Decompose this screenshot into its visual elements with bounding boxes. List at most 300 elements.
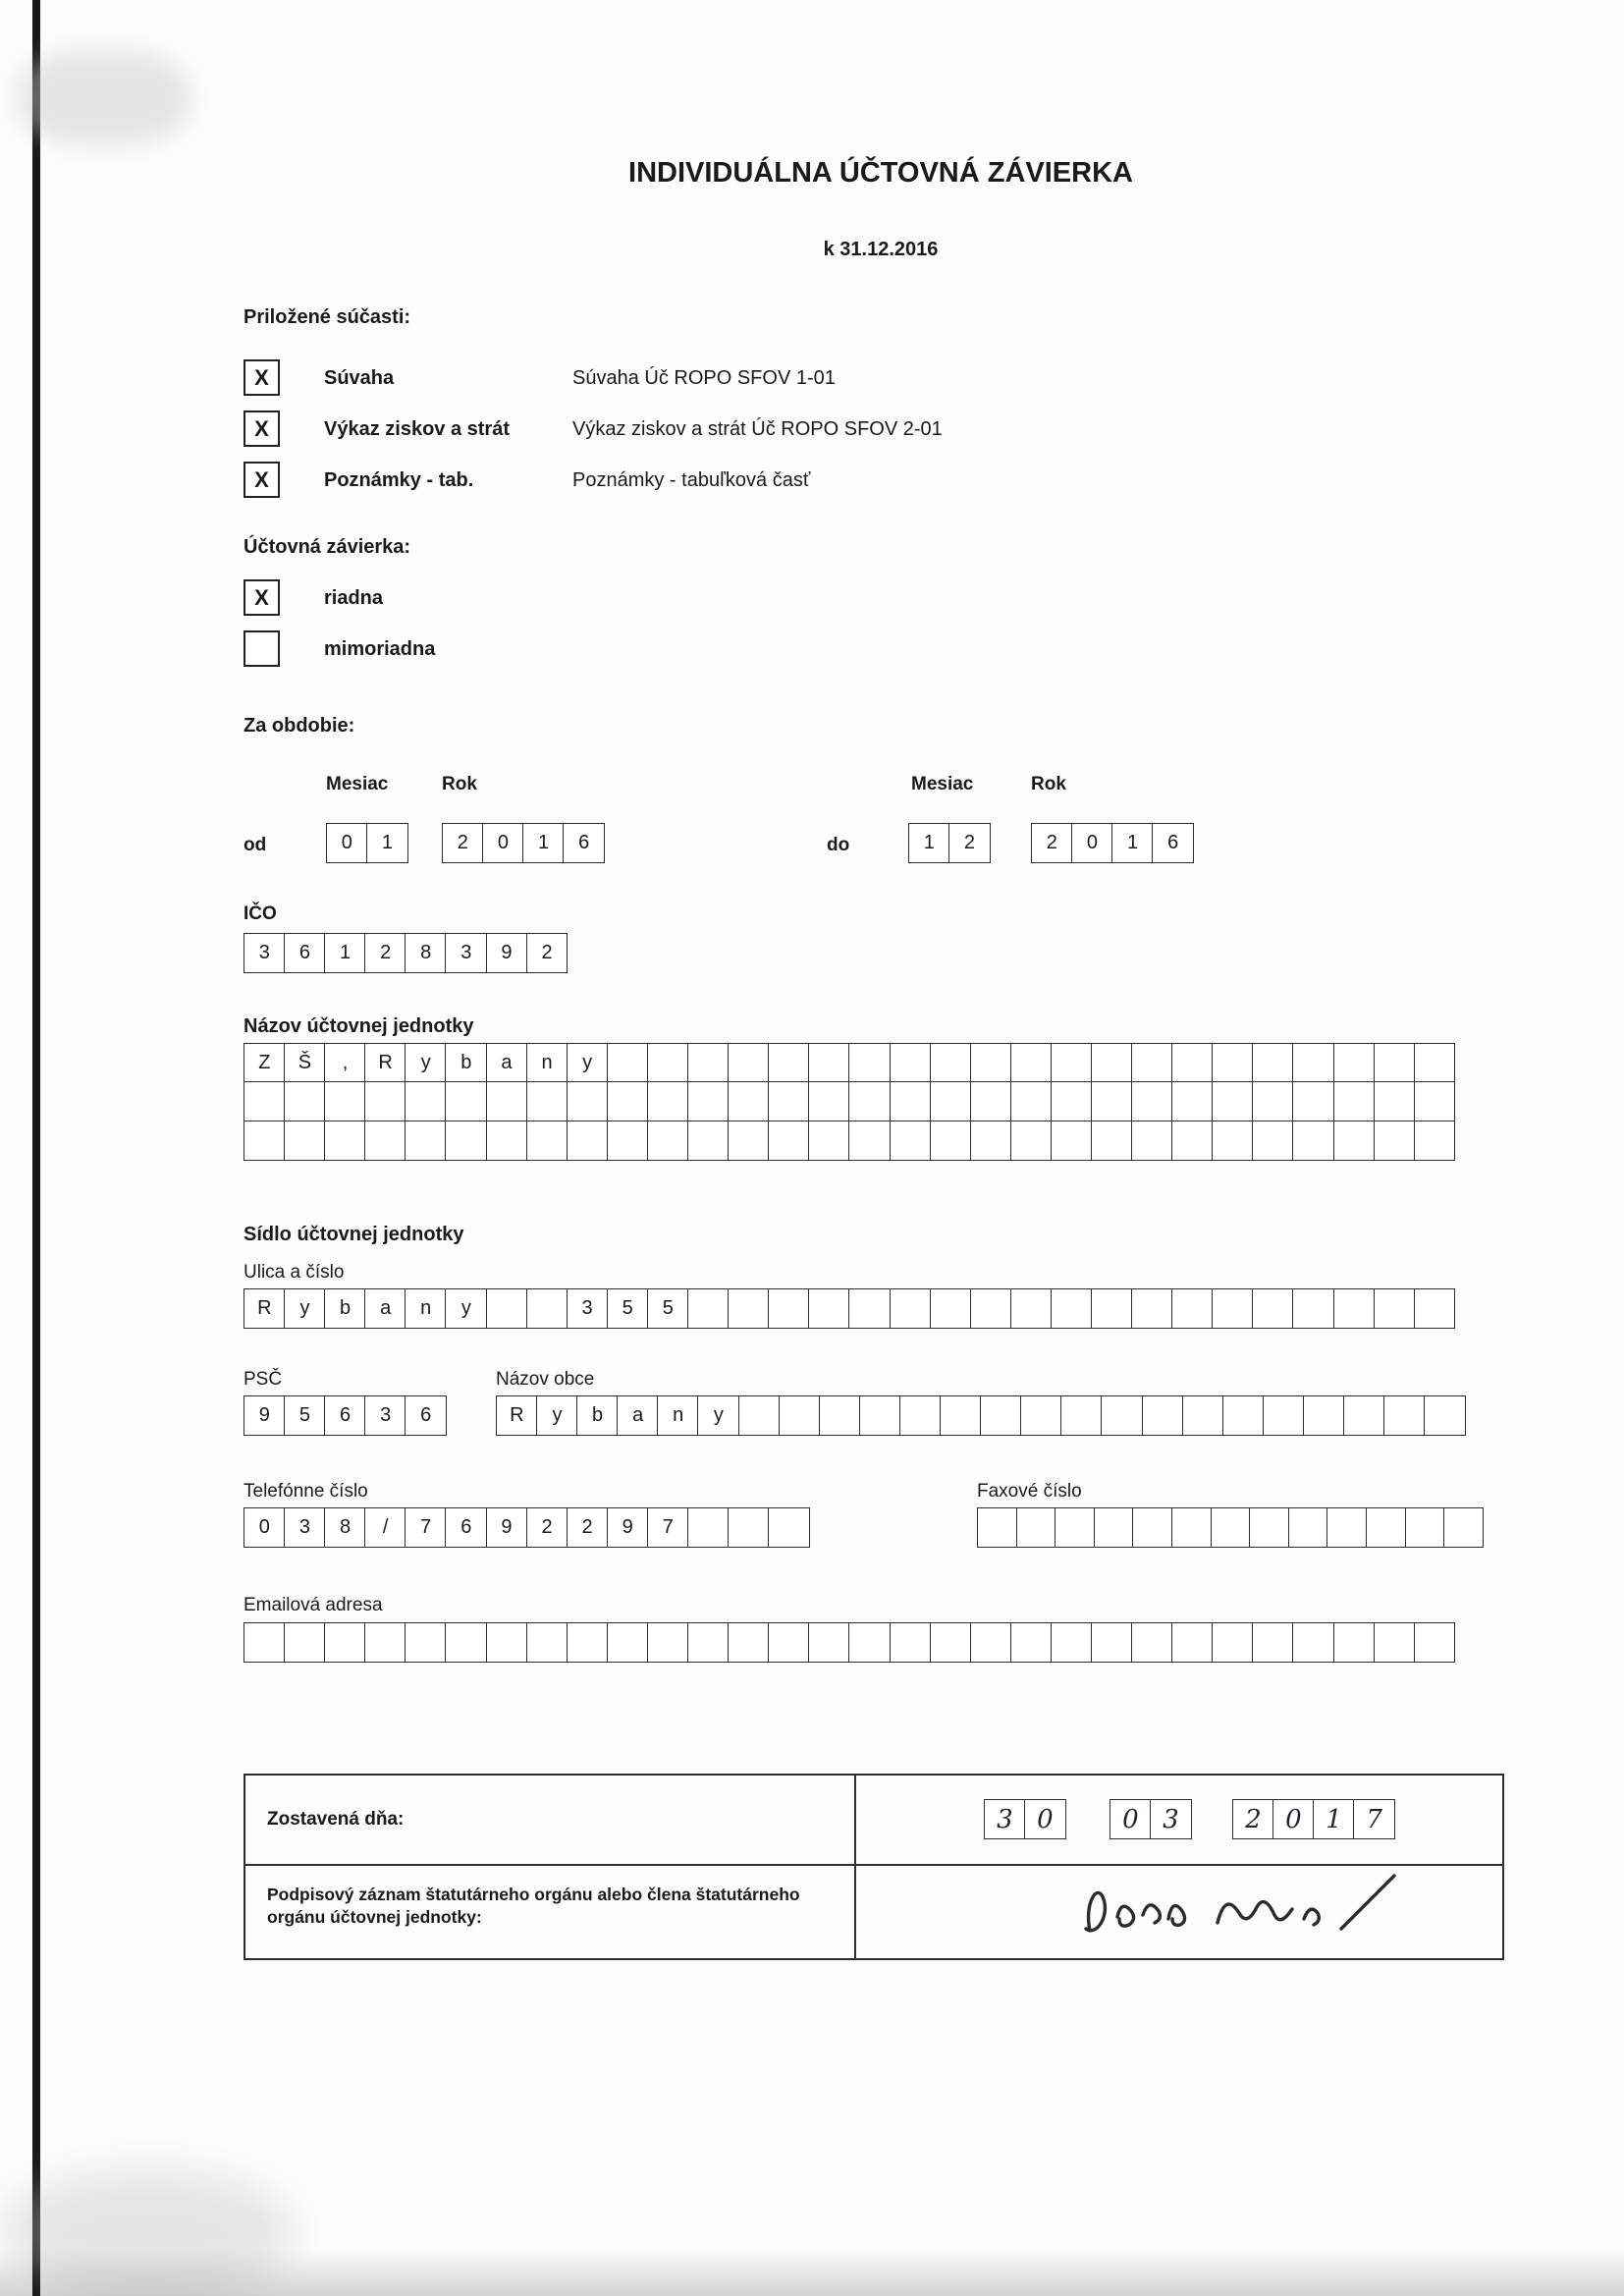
char-cell: 1: [324, 933, 366, 973]
checkbox-mark: X: [254, 415, 269, 441]
char-cell: [980, 1395, 1022, 1436]
street-cells: [244, 1288, 1455, 1329]
char-cell: [728, 1507, 770, 1548]
char-cell: 0: [244, 1507, 286, 1548]
char-cell: [364, 1081, 406, 1121]
footer-table-vertical-divider: [854, 1776, 856, 1958]
entity-name-row-1: [244, 1043, 1455, 1083]
char-cell: [1091, 1288, 1133, 1329]
char-cell: [324, 1081, 366, 1121]
form-title: INDIVIDUÁLNA ÚČTOVNÁ ZÁVIERKA: [628, 157, 1133, 189]
char-cell: [970, 1622, 1012, 1663]
char-cell: [1212, 1622, 1254, 1663]
char-cell: [567, 1081, 609, 1121]
char-cell: [1292, 1081, 1334, 1121]
char-cell: [1131, 1622, 1173, 1663]
char-cell: [284, 1081, 326, 1121]
period-to-year-label: Rok: [1031, 774, 1066, 794]
char-cell: [738, 1395, 781, 1436]
compiled-year-cells: [1232, 1799, 1395, 1839]
char-cell: 0: [482, 823, 524, 863]
char-cell: [324, 1622, 366, 1663]
char-cell: [1263, 1395, 1305, 1436]
char-cell: a: [486, 1043, 528, 1083]
char-cell: [364, 1622, 406, 1663]
char-cell: 2: [1232, 1799, 1274, 1839]
char-cell: [1292, 1622, 1334, 1663]
char-cell: [486, 1081, 528, 1121]
char-cell: 2: [442, 823, 484, 863]
char-cell: [1374, 1043, 1416, 1083]
char-cell: y: [445, 1288, 487, 1329]
char-cell: [1333, 1081, 1376, 1121]
char-cell: [930, 1622, 972, 1663]
psc-cells: [244, 1395, 447, 1436]
char-cell: [1091, 1043, 1133, 1083]
char-cell: [607, 1081, 649, 1121]
char-cell: [647, 1121, 689, 1161]
char-cell: b: [445, 1043, 487, 1083]
char-cell: 2: [948, 823, 991, 863]
phone-label: Telefónne číslo: [244, 1481, 368, 1502]
char-cell: [1091, 1081, 1133, 1121]
signature-scribble: [1070, 1870, 1463, 1953]
char-cell: 1: [908, 823, 950, 863]
char-cell: [1051, 1288, 1093, 1329]
char-cell: [1249, 1507, 1289, 1548]
char-cell: 2: [567, 1507, 609, 1548]
char-cell: [1252, 1288, 1294, 1329]
char-cell: 5: [607, 1288, 649, 1329]
char-cell: [567, 1121, 609, 1161]
char-cell: [859, 1395, 901, 1436]
char-cell: [819, 1395, 861, 1436]
char-cell: [1443, 1507, 1484, 1548]
char-cell: [687, 1081, 730, 1121]
char-cell: 9: [607, 1507, 649, 1548]
char-cell: [1101, 1395, 1143, 1436]
char-cell: [1292, 1288, 1334, 1329]
char-cell: 1: [522, 823, 565, 863]
char-cell: [1051, 1081, 1093, 1121]
char-cell: [1131, 1288, 1173, 1329]
fax-label: Faxové číslo: [977, 1481, 1082, 1502]
char-cell: [445, 1081, 487, 1121]
period-to-month-label: Mesiac: [911, 774, 974, 794]
char-cell: [1010, 1081, 1053, 1121]
char-cell: [808, 1043, 850, 1083]
char-cell: [768, 1507, 810, 1548]
char-cell: [1051, 1043, 1093, 1083]
char-cell: [728, 1043, 770, 1083]
char-cell: [768, 1288, 810, 1329]
char-cell: [405, 1081, 447, 1121]
char-cell: [970, 1043, 1012, 1083]
char-cell: [1060, 1395, 1103, 1436]
char-cell: [405, 1121, 447, 1161]
char-cell: [526, 1288, 568, 1329]
closing-type-row-mimoriadna: [244, 630, 1324, 672]
char-cell: [607, 1622, 649, 1663]
char-cell: [1212, 1043, 1254, 1083]
char-cell: y: [536, 1395, 578, 1436]
char-cell: [1016, 1507, 1056, 1548]
attachment-label: Poznámky - tab.: [324, 469, 474, 491]
ico-label: IČO: [244, 903, 277, 924]
char-cell: [899, 1395, 942, 1436]
char-cell: 6: [324, 1395, 366, 1436]
attachment-label: Súvaha: [324, 367, 395, 389]
checkbox-vykaz: [244, 410, 280, 447]
char-cell: 3: [284, 1507, 326, 1548]
char-cell: 9: [486, 1507, 528, 1548]
char-cell: [364, 1121, 406, 1161]
char-cell: [1171, 1081, 1214, 1121]
phone-cells: [244, 1507, 810, 1548]
char-cell: [848, 1043, 891, 1083]
email-cells: [244, 1622, 1455, 1663]
checkbox-poznamky: [244, 462, 280, 498]
char-cell: a: [364, 1288, 406, 1329]
char-cell: 0: [1071, 823, 1113, 863]
attachment-row-suvaha: [244, 359, 1324, 401]
char-cell: [768, 1622, 810, 1663]
char-cell: [848, 1288, 891, 1329]
char-cell: [940, 1395, 982, 1436]
char-cell: [1051, 1121, 1093, 1161]
char-cell: [1171, 1043, 1214, 1083]
char-cell: 0: [1110, 1799, 1152, 1839]
entity-name-row-2: [244, 1081, 1455, 1121]
char-cell: [1333, 1622, 1376, 1663]
char-cell: 1: [1111, 823, 1154, 863]
fax-cells: [977, 1507, 1484, 1548]
char-cell: 1: [1313, 1799, 1355, 1839]
town-label: Názov obce: [496, 1369, 595, 1390]
char-cell: [808, 1081, 850, 1121]
char-cell: [1212, 1121, 1254, 1161]
signature-label: Podpisový záznam štatutárneho orgánu alebo člena štatutárneho orgánu účtovnej jednotky:: [267, 1885, 800, 1927]
entity-name-heading: Názov účtovnej jednotky: [244, 1015, 474, 1037]
char-cell: [848, 1622, 891, 1663]
char-cell: 8: [324, 1507, 366, 1548]
char-cell: [526, 1121, 568, 1161]
char-cell: [1333, 1043, 1376, 1083]
char-cell: [1131, 1043, 1173, 1083]
checkbox-mark: X: [254, 466, 269, 492]
compiled-month-cells: [1110, 1799, 1192, 1839]
period-from-month-label: Mesiac: [326, 774, 389, 794]
char-cell: 7: [1353, 1799, 1395, 1839]
char-cell: [1252, 1622, 1294, 1663]
char-cell: [647, 1081, 689, 1121]
char-cell: R: [244, 1288, 286, 1329]
psc-label: PSČ: [244, 1369, 283, 1390]
char-cell: [1424, 1395, 1466, 1436]
footer-table: [244, 1774, 1504, 1960]
char-cell: [1212, 1081, 1254, 1121]
attachments-heading: Priložené súčasti:: [244, 306, 411, 328]
char-cell: 3: [567, 1288, 609, 1329]
char-cell: [1288, 1507, 1328, 1548]
char-cell: 6: [563, 823, 605, 863]
char-cell: [1292, 1121, 1334, 1161]
char-cell: [890, 1081, 932, 1121]
char-cell: [1094, 1507, 1134, 1548]
entity-name-row-3: [244, 1121, 1455, 1161]
char-cell: [1405, 1507, 1445, 1548]
char-cell: [808, 1622, 850, 1663]
char-cell: b: [324, 1288, 366, 1329]
char-cell: [1131, 1081, 1173, 1121]
char-cell: [1414, 1288, 1456, 1329]
char-cell: [1222, 1395, 1265, 1436]
form-as-of-date: k 31.12.2016: [823, 239, 939, 260]
char-cell: 2: [1031, 823, 1073, 863]
char-cell: [1383, 1395, 1426, 1436]
char-cell: [1303, 1395, 1345, 1436]
period-from-year-label: Rok: [442, 774, 477, 794]
char-cell: [687, 1622, 730, 1663]
char-cell: [728, 1622, 770, 1663]
char-cell: 7: [405, 1507, 447, 1548]
char-cell: [1343, 1395, 1385, 1436]
char-cell: [1333, 1121, 1376, 1161]
char-cell: [768, 1081, 810, 1121]
char-cell: Z: [244, 1043, 286, 1083]
char-cell: [1171, 1507, 1212, 1548]
char-cell: [284, 1622, 326, 1663]
char-cell: [1010, 1288, 1053, 1329]
period-heading: Za obdobie:: [244, 715, 355, 737]
char-cell: 6: [284, 933, 326, 973]
period-to-year-cells: [1031, 823, 1194, 863]
char-cell: y: [697, 1395, 739, 1436]
char-cell: [1211, 1507, 1251, 1548]
closing-type-label: mimoriadna: [324, 638, 436, 660]
char-cell: [1374, 1288, 1416, 1329]
char-cell: [445, 1622, 487, 1663]
char-cell: [1051, 1622, 1093, 1663]
char-cell: [1414, 1081, 1456, 1121]
footer-table-horizontal-divider: [245, 1864, 1502, 1866]
char-cell: [890, 1622, 932, 1663]
attachment-desc: Poznámky - tabuľková časť: [572, 469, 811, 491]
char-cell: [768, 1121, 810, 1161]
char-cell: 8: [405, 933, 447, 973]
char-cell: [1252, 1081, 1294, 1121]
closing-type-heading: Účtovná závierka:: [244, 536, 411, 558]
char-cell: [1292, 1043, 1334, 1083]
char-cell: a: [617, 1395, 659, 1436]
char-cell: [647, 1622, 689, 1663]
char-cell: [647, 1043, 689, 1083]
period-from-year-cells: [442, 823, 605, 863]
attachment-label: Výkaz ziskov a strát: [324, 418, 510, 440]
attachment-row-poznamky: [244, 462, 1324, 503]
char-cell: 2: [364, 933, 406, 973]
char-cell: [808, 1121, 850, 1161]
char-cell: ,: [324, 1043, 366, 1083]
ico-cells: [244, 933, 568, 973]
char-cell: [1010, 1121, 1053, 1161]
checkbox-riadna: [244, 579, 280, 616]
char-cell: [1252, 1121, 1294, 1161]
scan-edge-artifact: [32, 0, 40, 2296]
char-cell: [848, 1121, 891, 1161]
attachment-desc: Súvaha Úč ROPO SFOV 1-01: [572, 367, 836, 389]
char-cell: [445, 1121, 487, 1161]
char-cell: n: [657, 1395, 699, 1436]
char-cell: Š: [284, 1043, 326, 1083]
char-cell: [244, 1081, 286, 1121]
period-from-month-cells: [326, 823, 408, 863]
attachment-row-vykaz: [244, 410, 1324, 452]
char-cell: [970, 1081, 1012, 1121]
char-cell: [687, 1507, 730, 1548]
char-cell: [728, 1081, 770, 1121]
char-cell: [486, 1121, 528, 1161]
char-cell: [1132, 1507, 1172, 1548]
char-cell: R: [496, 1395, 538, 1436]
char-cell: 2: [526, 933, 568, 973]
char-cell: [324, 1121, 366, 1161]
char-cell: [1171, 1622, 1214, 1663]
checkbox-mimoriadna: [244, 630, 280, 667]
char-cell: [728, 1288, 770, 1329]
char-cell: [486, 1622, 528, 1663]
char-cell: 5: [284, 1395, 326, 1436]
char-cell: [977, 1507, 1017, 1548]
char-cell: [526, 1081, 568, 1121]
char-cell: [848, 1081, 891, 1121]
char-cell: 0: [1272, 1799, 1315, 1839]
char-cell: [1142, 1395, 1184, 1436]
char-cell: [1020, 1395, 1062, 1436]
char-cell: [728, 1121, 770, 1161]
char-cell: 6: [1152, 823, 1194, 863]
char-cell: y: [284, 1288, 326, 1329]
scan-bottom-shadow: [0, 2249, 1624, 2296]
char-cell: n: [526, 1043, 568, 1083]
char-cell: 3: [1150, 1799, 1192, 1839]
char-cell: [607, 1043, 649, 1083]
char-cell: [779, 1395, 821, 1436]
char-cell: b: [576, 1395, 619, 1436]
attachment-desc: Výkaz ziskov a strát Úč ROPO SFOV 2-01: [572, 418, 943, 440]
char-cell: [1333, 1288, 1376, 1329]
checkbox-mark: X: [254, 584, 269, 610]
scan-smudge-artifact: [18, 51, 189, 144]
period-from-label: od: [244, 835, 267, 855]
char-cell: 9: [486, 933, 528, 973]
char-cell: 3: [984, 1799, 1026, 1839]
char-cell: [930, 1081, 972, 1121]
char-cell: [1414, 1121, 1456, 1161]
char-cell: [930, 1121, 972, 1161]
char-cell: [1252, 1043, 1294, 1083]
period-to-label: do: [827, 835, 850, 855]
char-cell: 0: [1024, 1799, 1066, 1839]
char-cell: [1055, 1507, 1095, 1548]
char-cell: 9: [244, 1395, 286, 1436]
char-cell: [405, 1622, 447, 1663]
char-cell: [244, 1622, 286, 1663]
char-cell: [970, 1121, 1012, 1161]
char-cell: 1: [366, 823, 408, 863]
char-cell: [1171, 1121, 1214, 1161]
char-cell: [1091, 1121, 1133, 1161]
char-cell: [890, 1043, 932, 1083]
char-cell: 7: [647, 1507, 689, 1548]
char-cell: [687, 1043, 730, 1083]
char-cell: [1366, 1507, 1406, 1548]
char-cell: [970, 1288, 1012, 1329]
char-cell: [1091, 1622, 1133, 1663]
char-cell: n: [405, 1288, 447, 1329]
char-cell: 0: [326, 823, 368, 863]
char-cell: 6: [405, 1395, 447, 1436]
char-cell: 6: [445, 1507, 487, 1548]
char-cell: R: [364, 1043, 406, 1083]
char-cell: [808, 1288, 850, 1329]
char-cell: [1010, 1622, 1053, 1663]
char-cell: [1374, 1622, 1416, 1663]
compiled-date-label: Zostavená dňa:: [267, 1809, 405, 1830]
char-cell: /: [364, 1507, 406, 1548]
checkbox-mark: X: [254, 364, 269, 390]
address-heading: Sídlo účtovnej jednotky: [244, 1224, 464, 1245]
char-cell: [284, 1121, 326, 1161]
char-cell: [1374, 1121, 1416, 1161]
char-cell: [687, 1121, 730, 1161]
char-cell: [890, 1288, 932, 1329]
char-cell: [1326, 1507, 1367, 1548]
char-cell: [1212, 1288, 1254, 1329]
char-cell: [890, 1121, 932, 1161]
closing-type-row-riadna: [244, 579, 1324, 621]
char-cell: [1374, 1081, 1416, 1121]
char-cell: [1182, 1395, 1224, 1436]
char-cell: [567, 1622, 609, 1663]
char-cell: [930, 1288, 972, 1329]
char-cell: [1131, 1121, 1173, 1161]
char-cell: 2: [526, 1507, 568, 1548]
email-label: Emailová adresa: [244, 1595, 383, 1615]
char-cell: [687, 1288, 730, 1329]
char-cell: 3: [445, 933, 487, 973]
char-cell: [244, 1121, 286, 1161]
char-cell: 3: [244, 933, 286, 973]
char-cell: [486, 1288, 528, 1329]
street-label: Ulica a číslo: [244, 1262, 345, 1283]
char-cell: y: [405, 1043, 447, 1083]
compiled-day-cells: [984, 1799, 1066, 1839]
char-cell: [768, 1043, 810, 1083]
char-cell: y: [567, 1043, 609, 1083]
char-cell: [1171, 1288, 1214, 1329]
char-cell: [607, 1121, 649, 1161]
char-cell: [1414, 1622, 1456, 1663]
closing-type-label: riadna: [324, 587, 384, 609]
char-cell: [930, 1043, 972, 1083]
char-cell: [1414, 1043, 1456, 1083]
char-cell: 5: [647, 1288, 689, 1329]
town-cells: [496, 1395, 1466, 1436]
period-to-month-cells: [908, 823, 991, 863]
checkbox-suvaha: [244, 359, 280, 396]
char-cell: [526, 1622, 568, 1663]
